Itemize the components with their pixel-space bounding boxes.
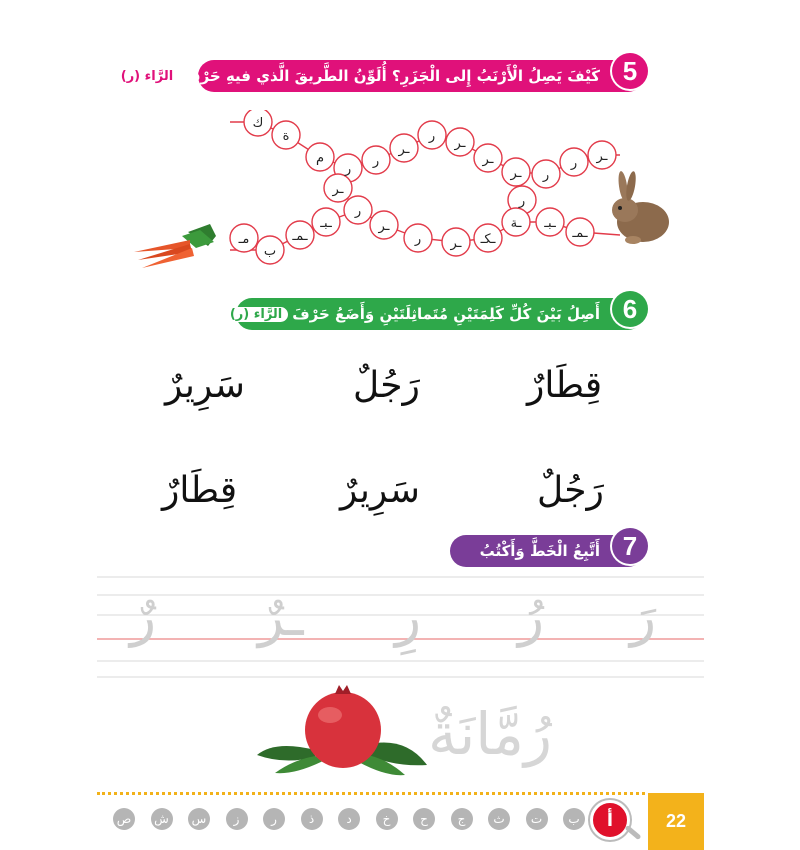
rabbit-image	[603, 170, 673, 250]
maze-cell-letter: ر	[354, 204, 362, 219]
word-row2-middle[interactable]: سَرِيرٌ	[340, 470, 420, 511]
maze-cell-letter: ر	[372, 154, 380, 169]
alphabet-letter[interactable]: ت	[526, 808, 548, 830]
maze-cell-letter: م	[315, 151, 325, 166]
maze-cell-letter: ر	[344, 162, 352, 177]
exercise-6-instruction: أَصِلُ بَيْنَ كُلِّ كَلِمَتَيْنِ مُتَماثِلَتَيْنِ وَأَضَعُ حَرْفَ	[292, 305, 600, 323]
maze-cell-letter: ـر	[398, 142, 410, 157]
maze-cell-letter: ـر	[596, 149, 608, 164]
maze-cell-letter: ر	[428, 129, 436, 144]
alphabet-letter[interactable]: ذ	[301, 808, 323, 830]
exercise-7-banner	[450, 530, 644, 567]
alphabet-letter[interactable]: ر	[263, 808, 285, 830]
maze-cell-letter: ر	[542, 168, 550, 183]
alphabet-letter[interactable]: ص	[113, 808, 135, 830]
exercise-7-instruction: أَتَّبِعُ الْخَطَّ وَأَكْتُبُ	[479, 542, 600, 560]
exercise-number-badge: 6	[610, 289, 650, 329]
trace-letter-3: رِ	[395, 585, 422, 648]
word-row2-right[interactable]: رَجُلٌ	[537, 470, 604, 511]
word-row1-middle[interactable]: رَجُلٌ	[353, 365, 420, 406]
trace-letter-2: رُ	[518, 585, 545, 648]
maze-cell-letter: ـبـ	[320, 216, 332, 231]
page-number: 22	[665, 811, 687, 831]
exercise-number-badge: 5	[610, 51, 650, 91]
maze-cell-letter: ر	[414, 232, 422, 247]
active-letter-badge: أ	[590, 800, 630, 840]
alphabet-letter[interactable]: د	[338, 808, 360, 830]
alphabet-letter[interactable]: ث	[488, 808, 510, 830]
maze-cell-letter: ـر	[454, 136, 466, 151]
exercise-6-suffix: في دائِرَةٍ	[150, 305, 218, 323]
alphabet-letter[interactable]: ش	[151, 808, 173, 830]
maze-cell-letter: ـبـ	[544, 216, 556, 231]
pomegranate-image	[255, 685, 430, 785]
page-number-box	[648, 793, 704, 850]
maze-cell-letter: ـمـ	[292, 229, 308, 244]
word-row1-right[interactable]: قِطَارٌ	[527, 365, 603, 406]
exercise-5-highlight: الرَّاء (ر)	[115, 69, 179, 84]
alphabet-letter[interactable]: س	[188, 808, 210, 830]
maze-cell-letter: ة	[282, 129, 290, 144]
maze-cell-letter: ـكـ	[480, 232, 496, 247]
word-row2-left[interactable]: قِطَارٌ	[162, 470, 238, 511]
letter-maze	[220, 110, 620, 270]
footer-dotted-line	[97, 792, 645, 795]
magnifier-handle-icon	[624, 825, 641, 840]
trace-letter-5: رٌ	[130, 585, 157, 648]
maze-cell-letter: ك	[252, 116, 264, 131]
maze-cell-letter: ـر	[482, 152, 494, 167]
exercise-5-instruction: كَيْفَ يَصِلُ الْأَرْنَبُ إِلى الْجَزَرِ؟ أُلَوِّنُ الطَّريقَ الَّذي فيهِ حَرْفُ	[183, 67, 600, 85]
maze-cell-letter: ب	[263, 244, 277, 259]
alphabet-letter[interactable]: ج	[451, 808, 473, 830]
exercise-6-highlight: الرَّاء (ر)	[224, 307, 288, 322]
alphabet-letter[interactable]: ح	[413, 808, 435, 830]
pomegranate-word: رُمَّانَةٌ	[428, 700, 552, 768]
maze-cell-letter: ـر	[450, 236, 462, 251]
trace-letter-1: رَ	[630, 585, 657, 648]
maze-cell-letter: ر	[570, 156, 578, 171]
maze-cell-letter: ـر	[378, 219, 390, 234]
maze-cell-letter: مـ	[238, 232, 250, 247]
word-row1-left[interactable]: سَرِيرٌ	[165, 365, 245, 406]
maze-cell-letter: ـة	[510, 216, 522, 231]
alphabet-letter[interactable]: ز	[226, 808, 248, 830]
maze-cell-letter: ـمـ	[572, 226, 588, 241]
trace-letter-4: ـرٌ	[258, 585, 304, 648]
exercise-number-badge: 7	[610, 526, 650, 566]
exercise-6-banner	[150, 293, 644, 330]
maze-cell-letter: ر	[518, 194, 526, 209]
carrots-image	[130, 222, 220, 272]
alphabet-letter[interactable]: خ	[376, 808, 398, 830]
maze-cell-letter: ـر	[510, 166, 522, 181]
alphabet-letter[interactable]: ب	[563, 808, 585, 830]
exercise-5-banner	[120, 55, 644, 92]
maze-cell-letter: ـر	[332, 182, 344, 197]
